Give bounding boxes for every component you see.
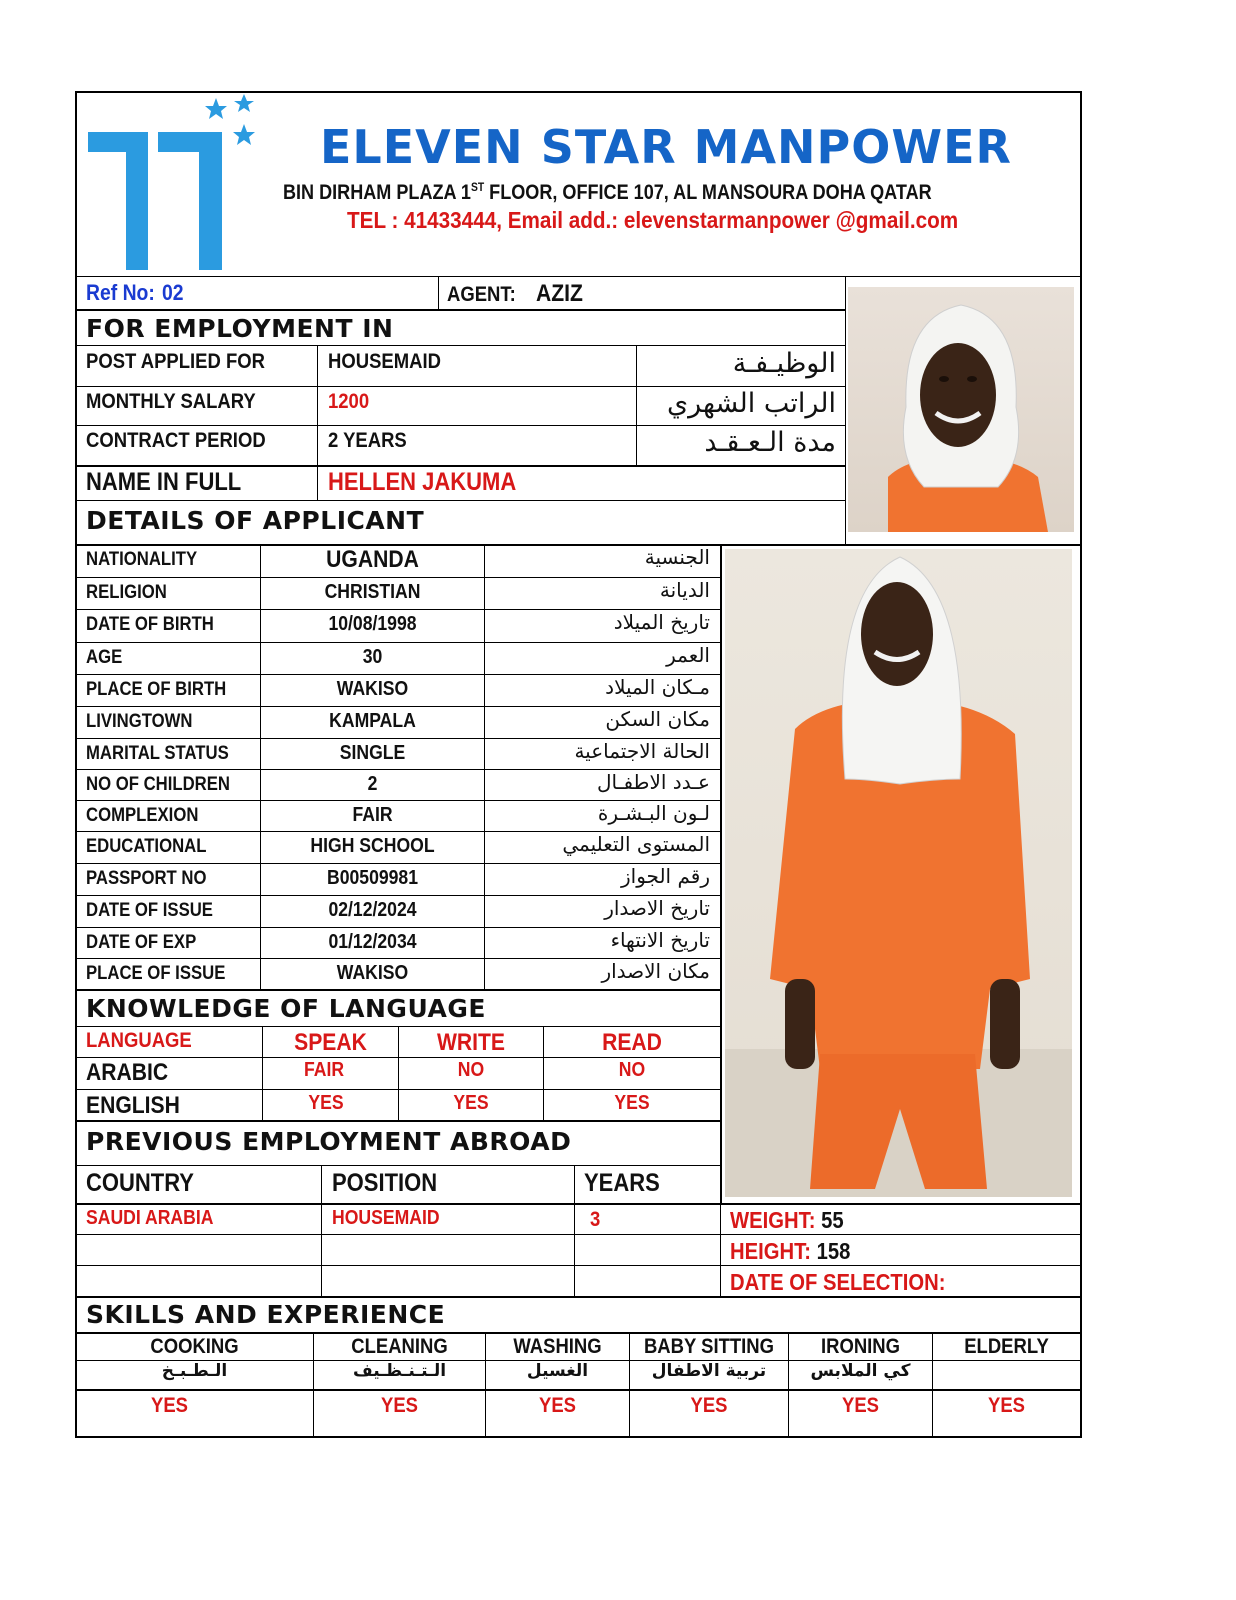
previous-title: PREVIOUS EMPLOYMENT ABROAD bbox=[86, 1127, 572, 1156]
skill-name: BABY SITTING bbox=[643, 1335, 775, 1358]
contract-arabic: مدة الـعـقـد bbox=[704, 427, 836, 458]
address-part: BIN DIRHAM PLAZA 1 bbox=[283, 181, 471, 204]
details-arabic: تاريخ الميلاد bbox=[613, 610, 710, 634]
skill-name: COOKING bbox=[150, 1335, 239, 1358]
details-value: 02/12/2024 bbox=[328, 899, 417, 921]
details-arabic: تاريخ الانتهاء bbox=[610, 928, 710, 952]
skill-value: YES bbox=[151, 1394, 188, 1417]
arabic-speak: FAIR bbox=[303, 1059, 345, 1081]
details-value: 2 bbox=[367, 773, 378, 795]
details-label: PASSPORT NO bbox=[86, 868, 207, 889]
english-write: YES bbox=[453, 1092, 489, 1114]
details-label: DATE OF ISSUE bbox=[86, 900, 213, 921]
employment-title: FOR EMPLOYMENT IN bbox=[86, 314, 394, 343]
details-arabic: مكان السكن bbox=[605, 707, 710, 731]
agent-label: AGENT: bbox=[447, 283, 516, 306]
skill-arabic: الغسيل bbox=[526, 1361, 589, 1381]
skill-value: YES bbox=[690, 1394, 728, 1417]
star-icon bbox=[205, 98, 227, 119]
details-value: 30 bbox=[362, 646, 383, 668]
company-name: ELEVEN STAR MANPOWER bbox=[320, 120, 1012, 174]
star-icon bbox=[234, 94, 254, 112]
salary-label: MONTHLY SALARY bbox=[86, 390, 256, 413]
language-title: KNOWLEDGE OF LANGUAGE bbox=[86, 994, 486, 1023]
selection-label: DATE OF SELECTION: bbox=[730, 1269, 946, 1295]
portrait-photo-graphic bbox=[848, 287, 1074, 532]
contract-value: 2 YEARS bbox=[328, 429, 407, 452]
details-label: AGE bbox=[86, 647, 123, 668]
details-label: EDUCATIONAL bbox=[86, 836, 207, 857]
details-arabic: الحالة الاجتماعية bbox=[574, 739, 710, 763]
applicant-full-photo bbox=[725, 549, 1072, 1197]
logo-eleven-graphic bbox=[86, 92, 261, 272]
previous-position: HOUSEMAID bbox=[332, 1207, 440, 1229]
details-arabic: رقم الجواز bbox=[621, 864, 710, 888]
details-value: 01/12/2034 bbox=[328, 931, 417, 953]
post-arabic: الوظيـفـة bbox=[732, 348, 836, 379]
skill-arabic: الـطـبـخ bbox=[161, 1361, 228, 1381]
previous-header-position: POSITION bbox=[332, 1169, 438, 1197]
height-row bbox=[730, 1238, 850, 1265]
language-header-speak: SPEAK bbox=[294, 1029, 367, 1056]
skill-value: YES bbox=[539, 1394, 576, 1417]
skill-name: CLEANING bbox=[351, 1335, 448, 1358]
skill-name: IRONING bbox=[820, 1335, 901, 1358]
english-speak: YES bbox=[308, 1092, 344, 1114]
details-row-divider bbox=[75, 642, 721, 643]
details-row-divider bbox=[75, 577, 721, 578]
details-value: UGANDA bbox=[326, 546, 419, 573]
language-header-read: READ bbox=[602, 1029, 662, 1056]
language-header-language: LANGUAGE bbox=[86, 1029, 192, 1052]
details-arabic: المستوى التعليمي bbox=[562, 832, 710, 856]
details-label: RELIGION bbox=[86, 582, 167, 603]
details-title: DETAILS OF APPLICANT bbox=[86, 506, 425, 535]
details-arabic: مـكان الميلاد bbox=[605, 675, 710, 699]
post-value: HOUSEMAID bbox=[328, 350, 441, 373]
details-value: WAKISO bbox=[336, 962, 409, 984]
english-read: YES bbox=[614, 1092, 650, 1114]
salary-value: 1200 bbox=[328, 390, 370, 413]
details-label: MARITAL STATUS bbox=[86, 743, 229, 764]
previous-header-years: YEARS bbox=[584, 1169, 660, 1197]
details-value: FAIR bbox=[352, 804, 393, 826]
details-value: 10/08/1998 bbox=[328, 613, 417, 635]
company-address bbox=[283, 180, 932, 205]
company-logo bbox=[86, 92, 261, 272]
address-sup: ST bbox=[470, 180, 485, 194]
details-arabic: الديانة bbox=[659, 578, 710, 602]
skill-arabic: تربية الاطفال bbox=[651, 1361, 767, 1381]
previous-years: 3 bbox=[590, 1208, 601, 1231]
details-value: KAMPALA bbox=[329, 710, 416, 732]
ref-value: 02 bbox=[162, 280, 184, 305]
details-value: SINGLE bbox=[339, 742, 406, 764]
height-label: HEIGHT: bbox=[730, 1238, 811, 1264]
skill-name: ELDERLY bbox=[964, 1335, 1049, 1358]
ref-label: Ref No: bbox=[86, 280, 155, 305]
details-label: DATE OF BIRTH bbox=[86, 614, 214, 635]
applicant-portrait-photo bbox=[848, 287, 1074, 532]
weight-label: WEIGHT: bbox=[730, 1207, 816, 1233]
skill-value: YES bbox=[381, 1394, 418, 1417]
details-label: NO OF CHILDREN bbox=[86, 774, 230, 795]
details-value: WAKISO bbox=[336, 678, 409, 700]
details-arabic: مكان الاصدار bbox=[601, 959, 710, 983]
star-icon bbox=[233, 124, 255, 145]
details-label: COMPLEXION bbox=[86, 805, 199, 826]
previous-country: SAUDI ARABIA bbox=[86, 1207, 214, 1229]
name-label: NAME IN FULL bbox=[86, 468, 242, 496]
details-arabic: تاريخ الاصدار bbox=[604, 896, 710, 920]
agent-value: AZIZ bbox=[536, 280, 583, 307]
language-header-write: WRITE bbox=[436, 1029, 506, 1056]
company-contact: TEL : 41433444, Email add.: elevenstarmanpower @gmail.com bbox=[347, 207, 959, 233]
details-value: CHRISTIAN bbox=[324, 581, 421, 603]
details-label: DATE OF EXP bbox=[86, 932, 197, 953]
full-photo-graphic bbox=[725, 549, 1072, 1197]
weight-value: 55 bbox=[821, 1207, 844, 1233]
weight-row bbox=[730, 1207, 844, 1234]
contract-label: CONTRACT PERIOD bbox=[86, 429, 266, 452]
name-value: HELLEN JAKUMA bbox=[328, 468, 517, 496]
skill-arabic: كي الملابس bbox=[810, 1361, 911, 1381]
language-english: ENGLISH bbox=[86, 1092, 180, 1119]
details-value: B00509981 bbox=[326, 867, 419, 889]
details-label: NATIONALITY bbox=[86, 549, 198, 570]
arabic-write: NO bbox=[457, 1059, 485, 1081]
arabic-read: NO bbox=[618, 1059, 646, 1081]
previous-header-country: COUNTRY bbox=[86, 1169, 194, 1197]
details-value: HIGH SCHOOL bbox=[310, 835, 435, 857]
height-value: 158 bbox=[816, 1238, 851, 1264]
details-label: PLACE OF BIRTH bbox=[86, 679, 227, 700]
details-arabic: العمر bbox=[666, 643, 710, 667]
language-arabic: ARABIC bbox=[86, 1059, 169, 1086]
details-label: PLACE OF ISSUE bbox=[86, 963, 226, 984]
skill-value: YES bbox=[988, 1394, 1025, 1417]
skills-title: SKILLS AND EXPERIENCE bbox=[86, 1300, 446, 1329]
details-arabic: الجنسية bbox=[644, 545, 710, 569]
address-part: FLOOR, OFFICE 107, AL MANSOURA DOHA QATAR bbox=[484, 181, 932, 204]
salary-arabic: الراتب الشهري bbox=[666, 388, 836, 419]
details-arabic: لـون البـشـرة bbox=[597, 801, 710, 825]
skill-value: YES bbox=[842, 1394, 879, 1417]
details-arabic: عـدد الاطفـال bbox=[596, 770, 710, 794]
skill-name: WASHING bbox=[513, 1335, 602, 1358]
details-label: LIVINGTOWN bbox=[86, 711, 193, 732]
skill-arabic: الـتـنـظـيف bbox=[352, 1361, 447, 1381]
post-label: POST APPLIED FOR bbox=[86, 350, 266, 373]
